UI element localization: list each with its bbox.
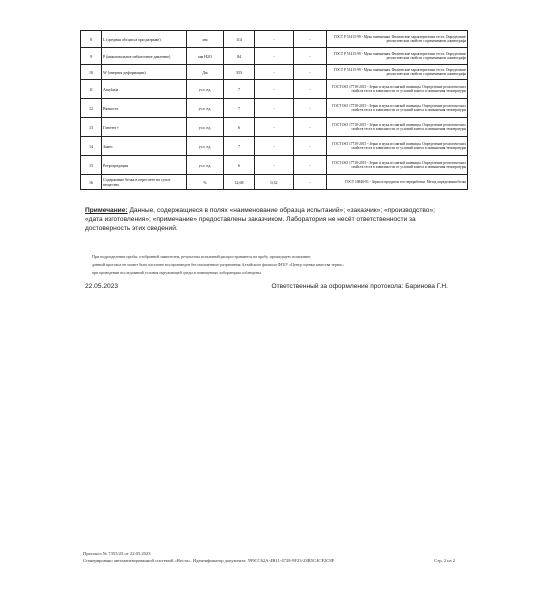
note-text: Данные, содержащиеся в полях «наименование образца испытаний»; «заказчик»; «производство»; «дата изготовления»; «примечание» предоставлены заказчиком. Лаборатория не несёт ответственности за достоверность этих сведений. — [85, 207, 435, 233]
norm-value: - — [294, 48, 327, 65]
unit-cell: усл. ед. — [187, 156, 224, 175]
uncertainty-value: - — [255, 80, 294, 99]
unit-cell: усл. ед. — [187, 99, 224, 118]
page-footer — [83, 550, 455, 564]
note-label: Примечание: — [85, 207, 128, 214]
test-method: ГОСТ ISO 17718-2015 - Зерно и мука из мягкой пшеницы. Определение реологических свойств теста в зависимости от условий замеса и повышения температуры — [327, 99, 468, 118]
indicator-name: Вязкость — [102, 99, 187, 118]
test-method: ГОСТ ISO 17718-2015 - Зерно и мука из мягкой пшеницы. Определение реологических свойств теста в зависимости от условий замеса и повышения температуры — [327, 80, 468, 99]
footer-generated: Сгенерировано автоматизированной системой «Веста». Идентификатор документа: 599CC62A-4B11-4728-9F23-23B5C4CF2C8F — [83, 558, 335, 563]
table-row — [81, 31, 468, 48]
row-number: 14 — [81, 137, 102, 156]
row-number: 8 — [81, 31, 102, 48]
test-method: ГОСТ ISO 17718-2015 - Зерно и мука из мягкой пшеницы. Определение реологических свойств теста в зависимости от условий замеса и повышения температуры — [327, 137, 468, 156]
indicator-name: P (максимальное избыточное давление) — [102, 48, 187, 65]
test-method: ГОСТ Р 51415-99 - Мука пшеничная. Физические характеристики теста. Определение реологических свойств с применением альвеографа — [327, 65, 468, 80]
indicator-name: Замес — [102, 137, 187, 156]
table-row — [81, 137, 468, 156]
uncertainty-value: - — [255, 137, 294, 156]
result-value: 7 — [224, 137, 255, 156]
footer-page-number: Стр. 2 из 2 — [434, 558, 455, 563]
row-number: 13 — [81, 118, 102, 137]
disclaimer-line: при проведении исследований условия окружающей среды в помещениях лаборатории соблюдены. — [92, 270, 262, 276]
norm-value: - — [294, 99, 327, 118]
row-number: 15 — [81, 156, 102, 175]
uncertainty-value: - — [255, 65, 294, 80]
results-table — [80, 30, 468, 190]
norm-value: - — [294, 65, 327, 80]
table-row — [81, 118, 468, 137]
norm-value: - — [294, 31, 327, 48]
test-method: ГОСТ Р 51415-99 - Мука пшеничная. Физические характеристики теста. Определение реологических свойств с применением альвеографа — [327, 31, 468, 48]
uncertainty-value: - — [255, 118, 294, 137]
responsible-person: Ответственный за оформление протокола: Баринова Г.Н. — [271, 283, 448, 290]
result-value: 7 — [224, 99, 255, 118]
indicator-name: Содержание белка в пересчете на сухое вещество — [102, 175, 187, 190]
result-value: 353 — [224, 65, 255, 80]
table-row — [81, 80, 468, 99]
test-method: ГОСТ ISO 17718-2015 - Зерно и мука из мягкой пшеницы. Определение реологических свойств теста в зависимости от условий замеса и повышения температуры — [327, 156, 468, 175]
unit-cell: усл. ед. — [187, 118, 224, 137]
norm-value: - — [294, 80, 327, 99]
test-method: ГОСТ ISO 17718-2015 - Зерно и мука из мягкой пшеницы. Определение реологических свойств теста в зависимости от условий замеса и повышения температуры — [327, 118, 468, 137]
result-value: 7 — [224, 80, 255, 99]
indicator-name: W (энергия деформации) — [102, 65, 187, 80]
row-number: 9 — [81, 48, 102, 65]
unit-cell: Дж — [187, 65, 224, 80]
test-method: ГОСТ Р 51415-99 - Мука пшеничная. Физические характеристики теста. Определение реологических свойств с применением альвеографа — [327, 48, 468, 65]
result-value: 12,68 — [224, 175, 255, 190]
row-number: 12 — [81, 99, 102, 118]
table-row — [81, 65, 468, 80]
indicator-name: L (средняя абсцисса при разрыве) — [102, 31, 187, 48]
table-row — [81, 48, 468, 65]
indicator-name: Amylasia — [102, 80, 187, 99]
result-value: 84 — [224, 48, 255, 65]
unit-cell: усл. ед. — [187, 137, 224, 156]
test-method: ГОСТ 10846-91 - Зерно и продукты его переработки. Метод определения белка — [327, 175, 468, 190]
indicator-name: Ретроградация — [102, 156, 187, 175]
protocol-date: 22.05.2023 — [85, 283, 119, 290]
unit-cell: усл. ед. — [187, 80, 224, 99]
row-number: 16 — [81, 175, 102, 190]
note-paragraph — [85, 206, 445, 234]
norm-value: - — [294, 156, 327, 175]
row-number: 10 — [81, 65, 102, 80]
uncertainty-value: 0,32 — [255, 175, 294, 190]
unit-cell: мм — [187, 31, 224, 48]
norm-value: - — [294, 175, 327, 190]
result-value: 114 — [224, 31, 255, 48]
disclaimer-line: При подразделении пробы, отобранной заявителем, результаты испытаний распространяются на пробу, прошедшую испытание; — [92, 254, 312, 259]
result-value: 6 — [224, 118, 255, 137]
disclaimer-block — [92, 253, 432, 278]
norm-value: - — [294, 137, 327, 156]
uncertainty-value: - — [255, 31, 294, 48]
uncertainty-value: - — [255, 156, 294, 175]
result-value: 6 — [224, 156, 255, 175]
table-row — [81, 156, 468, 175]
footer-protocol: Протокол № 7355/23 от 22.05.2023 — [83, 551, 151, 556]
table-row — [81, 99, 468, 118]
table-row — [81, 175, 468, 190]
row-number: 11 — [81, 80, 102, 99]
uncertainty-value: - — [255, 48, 294, 65]
unit-cell: мм H2O — [187, 48, 224, 65]
uncertainty-value: - — [255, 99, 294, 118]
norm-value: - — [294, 118, 327, 137]
indicator-name: Глютен + — [102, 118, 187, 137]
disclaimer-line: данный протокол не может быть частично воспроизведен без письменного разрешения Алтайского филиала ФГБУ «Центр оценки качества зерна»; — [92, 262, 344, 268]
unit-cell: % — [187, 175, 224, 190]
